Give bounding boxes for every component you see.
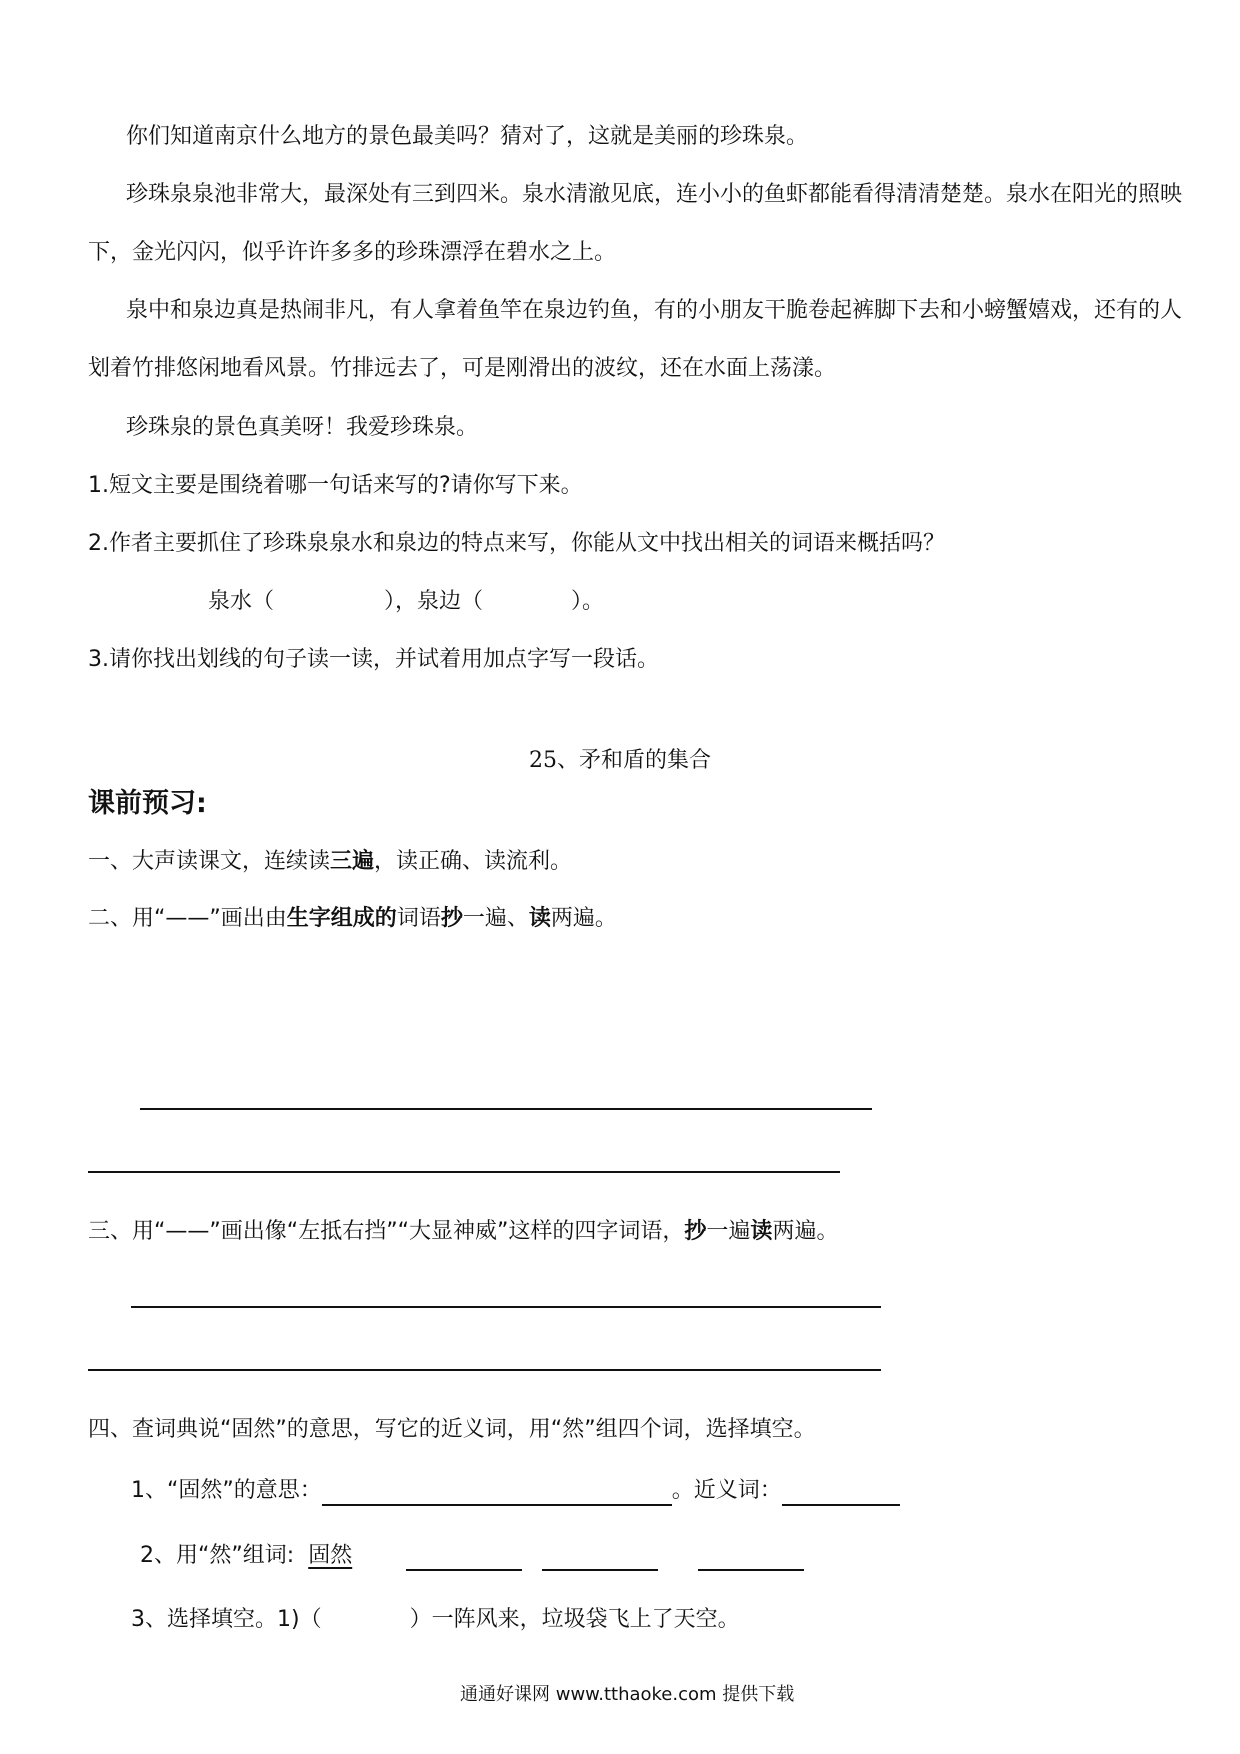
preview-item-1-text: 一、大声读课文，连续读 [88,849,331,874]
sub-question-1-synonym-label: 。近义词： [671,1478,782,1503]
preview-item-1 [88,847,572,877]
preview-item-2-e: 一遍、 [462,906,529,931]
synonym-blank[interactable] [782,1480,900,1506]
question-2-fill-blanks: 泉水（ ），泉边（ ）。 [208,589,605,614]
sub-question-2-label: 2、用“然”组词: [140,1543,295,1568]
question-3: 3.请你找出划线的句子读一读，并试着用加点字写一段话。 [88,647,659,672]
passage-paragraph-3-line-2: 划着竹排悠闲地看风景。竹排远去了，可是刚滑出的波纹，还在水面上荡漾。 [88,356,837,381]
answer-line-2[interactable] [88,1171,840,1173]
preview-item-2-d: 抄 [440,906,463,931]
preview-item-4: 四、查词典说“固然”的意思，写它的近义词，用“然”组四个词，选择填空。 [88,1417,816,1442]
sub-question-3: 3、选择填空。1)（ ）一阵风来，垃圾袋飞上了天空。 [131,1607,740,1632]
passage-paragraph-1: 你们知道南京什么地方的景色最美吗？猜对了，这就是美丽的珍珠泉。 [126,124,809,149]
preview-item-2-g: 两遍。 [550,906,617,931]
preview-item-2-a: 二、用“——”画出由 [88,906,287,931]
lesson-title: 25、矛和盾的集合 [529,748,711,773]
word-blank-1[interactable] [406,1545,522,1571]
passage-paragraph-3-line-1: 泉中和泉边真是热闹非凡，有人拿着鱼竿在泉边钓鱼，有的小朋友干脆卷起裤脚下去和小螃蟹嬉戏，还有的人 [126,298,1183,323]
word-blank-3[interactable] [698,1545,804,1571]
answer-line-4[interactable] [88,1369,881,1371]
question-2: 2.作者主要抓住了珍珠泉泉水和泉边的特点来写，你能从文中找出相关的词语来概括吗？ [88,531,945,556]
passage-paragraph-4: 珍珠泉的景色真美呀！我爱珍珠泉。 [126,415,479,440]
preview-item-3-b: 抄 [684,1219,707,1244]
answer-line-1[interactable] [140,1108,872,1110]
preview-item-3-e: 两遍。 [772,1219,839,1244]
footer-credit: 通通好课网 www.tthaoke.com 提供下载 [460,1684,795,1705]
word-blank-2[interactable] [542,1545,658,1571]
section-heading: 课前预习: [88,788,207,819]
preview-item-3 [88,1217,838,1247]
example-word: 固然 [308,1543,353,1568]
preview-item-3-c: 一遍 [706,1219,751,1244]
answer-line-3[interactable] [131,1306,881,1308]
meaning-blank[interactable] [322,1480,672,1506]
preview-item-2-b: 生字组成的 [286,906,397,931]
question-1: 1.短文主要是围绕着哪一句话来写的?请你写下来。 [88,473,583,498]
sub-question-1 [131,1476,900,1506]
passage-paragraph-2-line-2: 下，金光闪闪，似乎许许多多的珍珠漂浮在碧水之上。 [88,240,617,265]
preview-item-1-tail: ，读正确、读流利。 [374,849,573,874]
preview-item-2 [88,904,617,934]
sub-question-1-label: 1、“固然”的意思： [131,1478,322,1503]
preview-item-3-d: 读 [750,1219,773,1244]
preview-item-3-a: 三、用“——”画出像“左抵右挡”“大显神威”这样的四字词语， [88,1219,685,1244]
sub-question-2 [140,1541,804,1571]
passage-paragraph-2-line-1: 珍珠泉泉池非常大，最深处有三到四米。泉水清澈见底，连小小的鱼虾都能看得清清楚楚。泉水在阳光的照映 [126,182,1183,207]
preview-item-2-c: 词语 [396,906,441,931]
preview-item-1-bold: 三遍 [330,849,375,874]
preview-item-2-f: 读 [528,906,551,931]
